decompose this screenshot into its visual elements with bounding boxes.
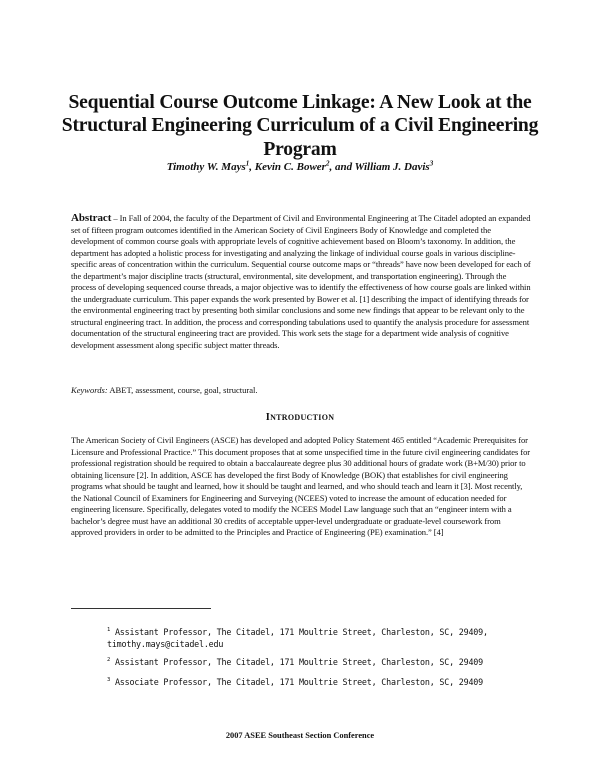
introduction-paragraph: The American Society of Civil Engineers (ASCE) has developed and adopted Policy Statement 465 entitled “Academic Prerequisites for Licensure and Professional Practice.” This document proposes that at some unspecified time in the future civil engineering candidates for professional registration should be required to obtain a baccalaureate degree plus 30 additional hours of gradate work (B+M/30) prior to obtaining licensure [2]. In addition, ASCE has developed the first Body of Knowledge (BOK) that establishes for civil engineering programs what should be taught and learned, how it should be taught and learned, and who should teach and learn it [3]. Most recently, the National Council of Examiners for Engineering and Surveying (NCEES) voted to increase the amount of education needed for engineering licensure. Specifically, delegates voted to modify the NCEES Model Law language such that an “engineer intern with a bachelor’s degree must have an additional 30 credits of acceptable upper-level undergraduate or graduate-level coursework from approved providers in order to be admitted to the Principles and Practice of Engineering (PE) examination.” [4] <box>71 435 531 538</box>
footnote-text: Assistant Professor, The Citadel, 171 Moultrie Street, Charleston, SC, 29409, <box>110 627 488 637</box>
author-footnote-mark: 3 <box>429 159 434 168</box>
abstract-text: – In Fall of 2004, the faculty of the Department of Civil and Environmental Engineering at The Citadel adopted an expanded set of fifteen program outcomes identified in the American Society of Civil Engineers Body of Knowledge and completed the development of common course goals with appropriate levels of cognitive achievement based on Bloom’s taxonomy. In addition, the department has adopted a holistic process for investigating and analyzing the linkage of individual course goals in various discipline-specific areas of concentration within the curriculum. Sequential course outcome maps or “threads” have now been developed for each of the department’s major discipline tracts (structural, environmental, site development, and transportation engineering). Through the process of developing sequenced course threads, a major objective was to identify the effectiveness of how course goals are linked within the undergraduate curriculum. This paper expands the work presented by Bower et al. [1] describing the impact of identifying threads for the environmental engineering tract by presenting both similar conclusions and some new findings that appear to be relevant only to the structural engineering tract. In addition, the process and corresponding tabulations used to quantify the analysis procedure for assessment documentation of the structural engineering tract are provided. This work sets the stage for a department wide analysis of cognitive development assessment along specific subject matter threads. <box>71 213 531 351</box>
footnote-text: Associate Professor, The Citadel, 171 Moultrie Street, Charleston, SC, 29409 <box>110 677 483 687</box>
author-separator: , <box>249 161 255 173</box>
author-list <box>40 160 560 174</box>
footnote-text: Assistant Professor, The Citadel, 171 Moultrie Street, Charleston, SC, 29409 <box>110 657 483 667</box>
footnote-divider <box>71 608 211 609</box>
footnote <box>107 656 507 668</box>
keywords-label: Keywords: <box>71 385 108 395</box>
section-heading-introduction <box>40 412 560 423</box>
keywords <box>71 385 531 396</box>
paper-title: Sequential Course Outcome Linkage: A New Look at the Structural Engineering Curriculum of a Civil Engineering Program <box>61 92 539 160</box>
page-footer: 2007 ASEE Southeast Section Conference <box>225 731 375 740</box>
footnote-mark: 3 <box>107 677 111 684</box>
author-name: Timothy W. Mays <box>166 161 246 173</box>
footnote-email: timothy.mays@citadel.edu <box>107 639 224 649</box>
footnote <box>107 676 507 688</box>
author-footnote-mark: 1 <box>245 159 250 168</box>
abstract-label: Abstract <box>71 212 112 224</box>
author-name: Kevin C. Bower <box>254 161 326 173</box>
heading-initial: I <box>265 412 271 423</box>
abstract <box>71 213 531 352</box>
footnote <box>107 626 507 650</box>
keywords-text: ABET, assessment, course, goal, structural. <box>107 385 258 395</box>
author-footnote-mark: 2 <box>325 159 330 168</box>
footnote-mark: 1 <box>107 627 111 634</box>
heading-rest: NTRODUCTION <box>270 413 335 422</box>
author-separator: , and <box>329 161 355 173</box>
footnote-mark: 2 <box>107 657 111 664</box>
author-name: William J. Davis <box>354 161 430 173</box>
